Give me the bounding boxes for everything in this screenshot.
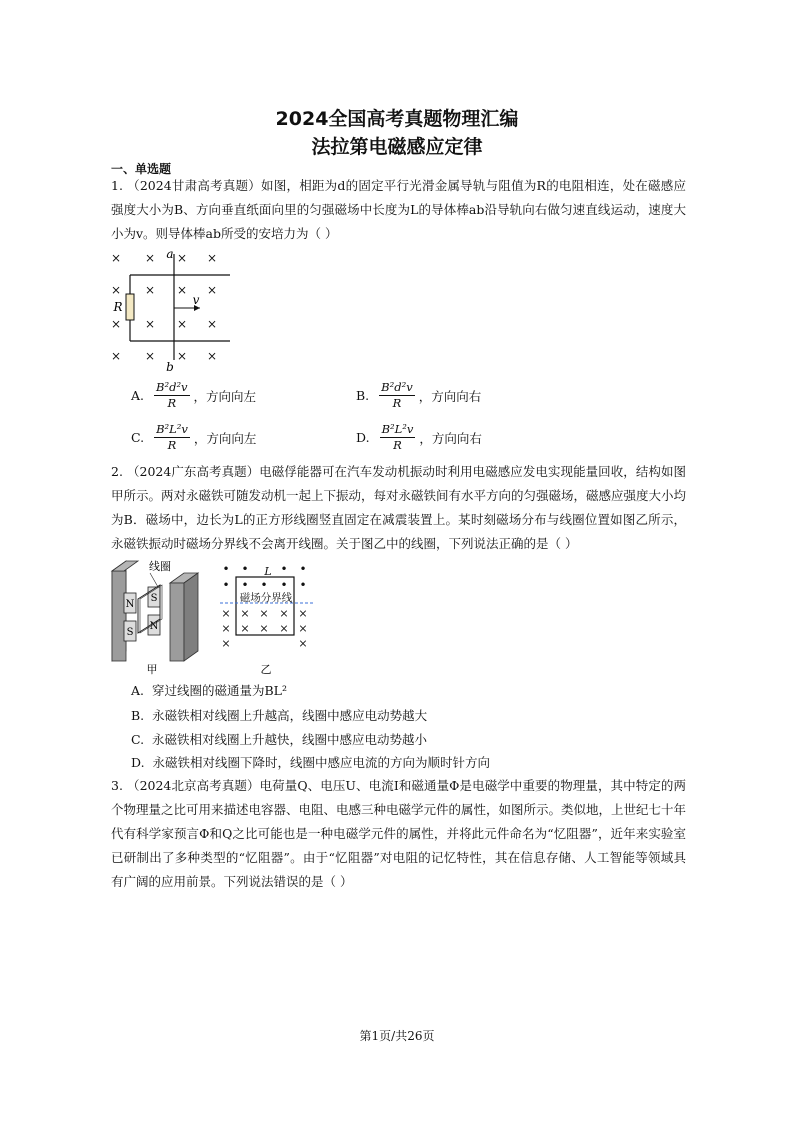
dot-mark: •	[241, 562, 249, 576]
rod-label-a: a	[166, 247, 174, 261]
cross-mark: ×	[176, 317, 188, 331]
cross-mark: ×	[206, 349, 218, 363]
q1-option-b[interactable]: B. $\frac{\text{B²d²v}}{R}$ ，方向向右	[356, 380, 482, 410]
cross-mark: ×	[240, 622, 250, 635]
q1-option-a[interactable]: A. $\frac{\text{B²d²v}}{R}$ ，方向向左	[131, 380, 257, 410]
cross-mark: ×	[221, 607, 231, 620]
cross-mark: ×	[206, 251, 218, 265]
magnet-n-label: N	[125, 599, 135, 610]
q1-option-c[interactable]: C. $\frac{\text{B²L²v}}{R}$ ，方向向左	[131, 422, 257, 452]
cross-mark: ×	[221, 637, 231, 650]
dot-mark: •	[280, 562, 288, 576]
cross-mark: ×	[176, 349, 188, 363]
q2-option-c[interactable]: C. 永磁铁相对线圈上升越快，线圈中感应电动势越小	[131, 732, 428, 747]
cross-mark: ×	[144, 317, 156, 331]
dot-mark: •	[260, 578, 268, 592]
cross-mark: ×	[110, 317, 122, 331]
cross-mark: ×	[176, 251, 188, 265]
resistor-label: R	[113, 300, 123, 314]
question-2-figure-jia	[108, 557, 208, 677]
cross-mark: ×	[176, 283, 188, 297]
cross-mark: ×	[279, 607, 289, 620]
cross-mark: ×	[144, 349, 156, 363]
figure-yi-caption: 乙	[260, 663, 272, 676]
cross-mark: ×	[110, 283, 122, 297]
q2-option-b[interactable]: B. 永磁铁相对线圈上升越高，线圈中感应电动势越大	[131, 708, 428, 723]
rod-label-b: b	[166, 360, 174, 374]
section-heading: 一、单选题	[111, 162, 172, 176]
question-2-figure-yi	[218, 561, 318, 679]
cross-mark: ×	[279, 622, 289, 635]
cross-mark: ×	[144, 283, 156, 297]
cross-mark: ×	[259, 622, 269, 635]
cross-mark: ×	[298, 607, 308, 620]
velocity-label: v	[192, 293, 200, 307]
magnet-n-label: N	[149, 621, 159, 632]
magnet-s-label: S	[126, 627, 134, 638]
dot-mark: •	[299, 562, 307, 576]
magnet-s-label: S	[150, 593, 158, 604]
page-subtitle: 法拉第电磁感应定律	[311, 136, 483, 158]
field-boundary-label: 磁场分界线	[239, 592, 293, 604]
resistor	[126, 294, 134, 320]
cross-mark: ×	[298, 622, 308, 635]
cross-mark: ×	[221, 622, 231, 635]
cross-mark: ×	[259, 607, 269, 620]
question-1-text: 1. （2024甘肃高考真题）如图，相距为d的固定平行光滑金属导轨与阻值为R的电阻相连，处在磁感应强度大小为B、方向垂直纸面向里的匀强磁场中长度为L的导体棒ab沿导轨向右做匀速直线运动，速度大小为v。则导体棒ab所受的安培力为（ ）	[111, 178, 686, 241]
cross-mark: ×	[110, 349, 122, 363]
cross-mark: ×	[206, 317, 218, 331]
q2-option-d[interactable]: D. 永磁铁相对线圈下降时，线圈中感应电流的方向为顺时针方向	[131, 755, 491, 770]
cross-mark: ×	[144, 251, 156, 265]
dot-mark: •	[222, 578, 230, 592]
question-3-text: 3. （2024北京高考真题）电荷量Q、电压U、电流I和磁通量Φ是电磁学中重要的物理量，其中特定的两个物理量之比可用来描述电容器、电阻、电感三种电磁学元件的属性，如图所示。类似地，上世纪七十年代有科学家预言Φ和Q之比可能也是一种电磁学元件的属性，并将此元件命名为“忆阻器”，近年来实验室已研制出了多种类型的“忆阻器”。由于“忆阻器”对电阻的记忆特性，其在信息存储、人工智能等领域具有广阔的应用前景。下列说法错误的是（ ）	[111, 778, 687, 889]
question-1-figure	[108, 246, 238, 376]
cross-mark: ×	[298, 637, 308, 650]
dot-mark: •	[222, 562, 230, 576]
question-2-text: 2. （2024广东高考真题）电磁俘能器可在汽车发动机振动时利用电磁感应发电实现能量回收，结构如图甲所示。两对永磁铁可随发动机一起上下振动，每对永磁铁间有水平方向的匀强磁场，磁感应强度大小均为B．磁场中，边长为L的正方形线圈竖直固定在减震装置上。某时刻磁场分布与线圈位置如图乙所示，永磁铁振动时磁场分界线不会离开线圈。关于图乙中的线圈，下列说法正确的是（ ）	[111, 464, 687, 551]
page-title: 2024全国高考真题物理汇编	[275, 108, 519, 130]
q2-option-a[interactable]: A. 穿过线圈的磁通量为BL²	[131, 683, 287, 698]
coil-side-label: L	[264, 565, 272, 578]
dot-mark: •	[241, 578, 249, 592]
cross-mark: ×	[110, 251, 122, 265]
page-footer: 第1页/共26页	[359, 1029, 435, 1043]
figure-jia-caption: 甲	[146, 663, 158, 676]
cross-mark: ×	[240, 607, 250, 620]
cross-mark: ×	[206, 283, 218, 297]
coil-label: 线圈	[149, 560, 171, 573]
dot-mark: •	[280, 578, 288, 592]
dot-mark: •	[299, 578, 307, 592]
q1-option-d[interactable]: D. $\frac{\text{B²L²v}}{R}$ ，方向向右	[356, 422, 482, 452]
